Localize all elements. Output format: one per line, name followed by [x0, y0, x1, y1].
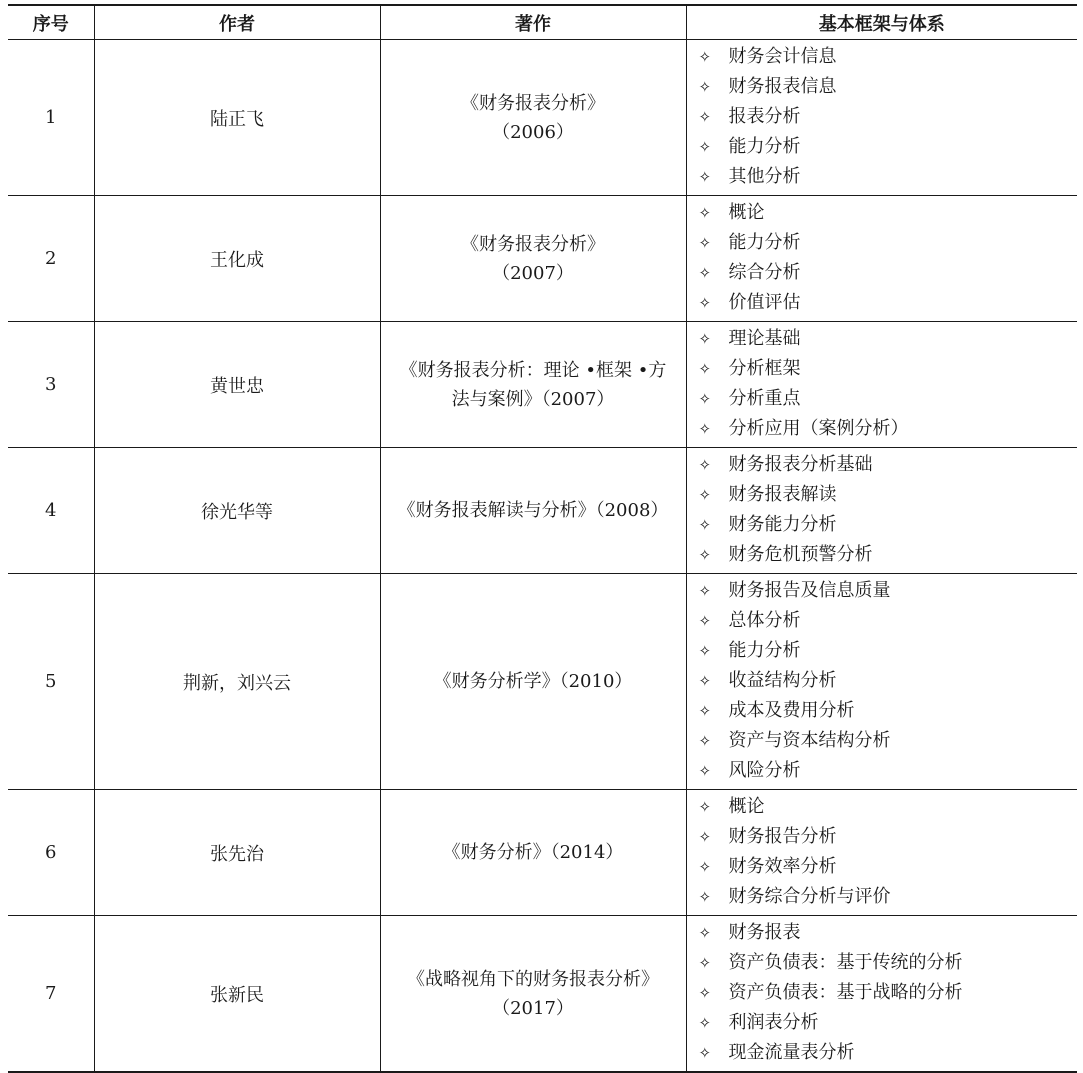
- work-title-cont: （2017）: [492, 997, 574, 1019]
- framework-list: [699, 792, 1078, 912]
- four-point-star-icon: ✧: [698, 78, 712, 96]
- framework-item-label: 综合分析: [728, 262, 801, 283]
- cell-index: 2: [8, 196, 94, 322]
- list-item: [699, 258, 1078, 288]
- work-title-cont: 法与案例》（2007）: [451, 388, 615, 410]
- four-point-star-icon: ✧: [698, 516, 712, 534]
- list-item: [699, 1038, 1078, 1068]
- cell-author: 黄世忠: [94, 322, 380, 448]
- cell-author: 徐光华等: [94, 448, 380, 574]
- framework-list: [699, 450, 1078, 570]
- framework-list: [699, 198, 1078, 318]
- four-point-star-icon: ✧: [698, 828, 712, 846]
- list-item: [699, 726, 1078, 756]
- list-item: [699, 288, 1078, 318]
- work-title-cont: （2007）: [492, 262, 574, 284]
- four-point-star-icon: ✧: [698, 48, 712, 66]
- cell-index: 6: [8, 790, 94, 916]
- framework-item-label: 分析框架: [728, 358, 801, 379]
- framework-item-label: 分析重点: [728, 388, 801, 409]
- four-point-star-icon: ✧: [698, 762, 712, 780]
- framework-item-label: 财务报告分析: [728, 826, 837, 847]
- list-item: [699, 132, 1078, 162]
- table-row: [8, 916, 1077, 1073]
- list-item: [699, 354, 1078, 384]
- cell-author: 荆新，刘兴云: [94, 574, 380, 790]
- framework-item-label: 成本及费用分析: [728, 700, 855, 721]
- table-body: [8, 40, 1077, 1073]
- list-item: [699, 576, 1078, 606]
- list-item: [699, 882, 1078, 912]
- list-item: [699, 852, 1078, 882]
- framework-item-label: 其他分析: [728, 166, 801, 187]
- framework-list: [699, 918, 1078, 1068]
- list-item: [699, 162, 1078, 192]
- list-item: [699, 822, 1078, 852]
- list-item: [699, 636, 1078, 666]
- cell-author: 张新民: [94, 916, 380, 1073]
- four-point-star-icon: ✧: [698, 390, 712, 408]
- framework-item-label: 分析应用（案例分析）: [728, 418, 909, 439]
- list-item: [699, 948, 1078, 978]
- framework-item-label: 利润表分析: [728, 1012, 819, 1033]
- work-title: 《财务分析学》（2010）: [433, 671, 633, 692]
- four-point-star-icon: ✧: [698, 1044, 712, 1062]
- cell-index: 1: [8, 40, 94, 196]
- cell-framework: [686, 196, 1077, 322]
- framework-item-label: 价值评估: [728, 292, 801, 313]
- work-title: 《财务报表分析：理论 •框架 •方: [399, 359, 667, 381]
- list-item: [699, 228, 1078, 258]
- cell-framework: [686, 448, 1077, 574]
- list-item: [699, 480, 1078, 510]
- framework-item-label: 总体分析: [728, 610, 801, 631]
- list-item: [699, 918, 1078, 948]
- four-point-star-icon: ✧: [698, 924, 712, 942]
- cell-work: [380, 40, 686, 196]
- four-point-star-icon: ✧: [698, 204, 712, 222]
- framework-item-label: 风险分析: [728, 760, 801, 781]
- four-point-star-icon: ✧: [698, 954, 712, 972]
- header-framework: 基本框架与体系: [686, 5, 1077, 40]
- framework-item-label: 财务效率分析: [728, 856, 837, 877]
- list-item: [699, 198, 1078, 228]
- table-row: [8, 40, 1077, 196]
- list-item: [699, 102, 1078, 132]
- header-row: [8, 5, 1077, 40]
- framework-list: [699, 576, 1078, 786]
- work-title: 《财务报表解读与分析》（2008）: [397, 500, 669, 521]
- list-item: [699, 666, 1078, 696]
- four-point-star-icon: ✧: [698, 582, 712, 600]
- framework-item-label: 财务报表: [728, 922, 801, 943]
- four-point-star-icon: ✧: [698, 642, 712, 660]
- four-point-star-icon: ✧: [698, 330, 712, 348]
- list-item: [699, 1008, 1078, 1038]
- table-row: [8, 574, 1077, 790]
- cell-framework: [686, 790, 1077, 916]
- list-item: [699, 696, 1078, 726]
- cell-work: [380, 322, 686, 448]
- list-item: [699, 606, 1078, 636]
- framework-item-label: 资产负债表：基于传统的分析: [728, 952, 963, 973]
- four-point-star-icon: ✧: [698, 138, 712, 156]
- four-point-star-icon: ✧: [698, 984, 712, 1002]
- framework-item-label: 能力分析: [728, 136, 801, 157]
- table-row: [8, 448, 1077, 574]
- cell-work: [380, 574, 686, 790]
- cell-author: 王化成: [94, 196, 380, 322]
- work-title: 《财务报表分析》: [461, 233, 605, 255]
- cell-index: 3: [8, 322, 94, 448]
- cell-framework: [686, 574, 1077, 790]
- list-item: [699, 384, 1078, 414]
- cell-work: [380, 790, 686, 916]
- four-point-star-icon: ✧: [698, 108, 712, 126]
- four-point-star-icon: ✧: [698, 234, 712, 252]
- framework-item-label: 能力分析: [728, 232, 801, 253]
- framework-item-label: 概论: [728, 202, 765, 223]
- framework-item-label: 财务报表分析基础: [728, 454, 873, 475]
- literature-table: [8, 4, 1077, 1073]
- four-point-star-icon: ✧: [698, 264, 712, 282]
- header-author: 作者: [94, 5, 380, 40]
- work-title: 《战略视角下的财务报表分析》: [407, 968, 659, 990]
- cell-index: 5: [8, 574, 94, 790]
- table-row: [8, 196, 1077, 322]
- framework-item-label: 现金流量表分析: [728, 1042, 855, 1063]
- list-item: [699, 756, 1078, 786]
- cell-framework: [686, 40, 1077, 196]
- four-point-star-icon: ✧: [698, 294, 712, 312]
- four-point-star-icon: ✧: [698, 732, 712, 750]
- list-item: [699, 978, 1078, 1008]
- cell-index: 7: [8, 916, 94, 1073]
- table-row: [8, 322, 1077, 448]
- framework-list: [699, 42, 1078, 192]
- four-point-star-icon: ✧: [698, 858, 712, 876]
- four-point-star-icon: ✧: [698, 546, 712, 564]
- framework-item-label: 财务报表解读: [728, 484, 837, 505]
- framework-item-label: 概论: [728, 796, 765, 817]
- list-item: [699, 72, 1078, 102]
- cell-work: [380, 196, 686, 322]
- framework-item-label: 理论基础: [728, 328, 801, 349]
- framework-item-label: 财务报表信息: [728, 76, 837, 97]
- four-point-star-icon: ✧: [698, 1014, 712, 1032]
- framework-item-label: 资产与资本结构分析: [728, 730, 891, 751]
- framework-item-label: 财务能力分析: [728, 514, 837, 535]
- cell-framework: [686, 322, 1077, 448]
- four-point-star-icon: ✧: [698, 360, 712, 378]
- four-point-star-icon: ✧: [698, 888, 712, 906]
- four-point-star-icon: ✧: [698, 456, 712, 474]
- work-title: 《财务报表分析》: [461, 92, 605, 114]
- work-title-cont: （2006）: [492, 121, 574, 143]
- four-point-star-icon: ✧: [698, 486, 712, 504]
- list-item: [699, 414, 1078, 444]
- table-row: [8, 790, 1077, 916]
- framework-item-label: 财务危机预警分析: [728, 544, 873, 565]
- four-point-star-icon: ✧: [698, 798, 712, 816]
- cell-work: [380, 916, 686, 1073]
- list-item: [699, 510, 1078, 540]
- list-item: [699, 324, 1078, 354]
- cell-author: 陆正飞: [94, 40, 380, 196]
- framework-item-label: 报表分析: [728, 106, 801, 127]
- framework-item-label: 财务会计信息: [728, 46, 837, 67]
- work-title: 《财务分析》（2014）: [442, 842, 624, 863]
- list-item: [699, 450, 1078, 480]
- framework-item-label: 收益结构分析: [728, 670, 837, 691]
- four-point-star-icon: ✧: [698, 420, 712, 438]
- cell-work: [380, 448, 686, 574]
- framework-item-label: 能力分析: [728, 640, 801, 661]
- four-point-star-icon: ✧: [698, 672, 712, 690]
- table-header: [8, 5, 1077, 40]
- list-item: [699, 42, 1078, 72]
- framework-item-label: 财务综合分析与评价: [728, 886, 891, 907]
- framework-item-label: 资产负债表：基于战略的分析: [728, 982, 963, 1003]
- cell-framework: [686, 916, 1077, 1073]
- framework-list: [699, 324, 1078, 444]
- four-point-star-icon: ✧: [698, 168, 712, 186]
- list-item: [699, 792, 1078, 822]
- cell-author: 张先治: [94, 790, 380, 916]
- cell-index: 4: [8, 448, 94, 574]
- four-point-star-icon: ✧: [698, 612, 712, 630]
- header-work: 著作: [380, 5, 686, 40]
- header-index: 序号: [8, 5, 94, 40]
- four-point-star-icon: ✧: [698, 702, 712, 720]
- list-item: [699, 540, 1078, 570]
- framework-item-label: 财务报告及信息质量: [728, 580, 891, 601]
